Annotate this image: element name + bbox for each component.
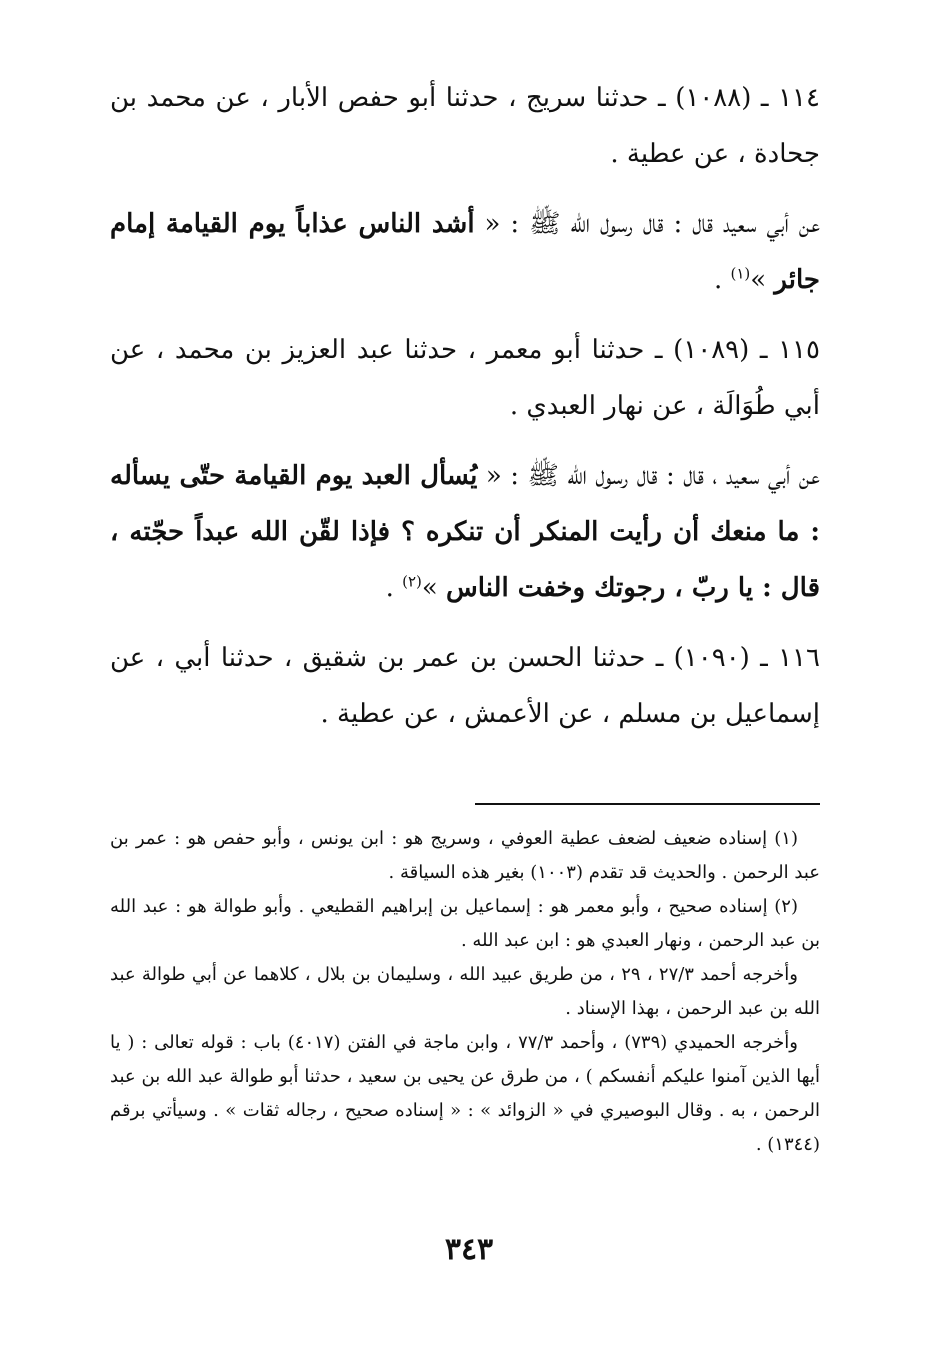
matn-text: [110, 196, 820, 308]
footnote-ref-2: (٢): [402, 572, 422, 591]
hadith-115-matn: [110, 448, 820, 616]
hadith-114-matn: [110, 196, 820, 308]
footnote-1: (١) إسناده ضعيف لضعف عطية العوفي ، وسريج هو : ابن يونس ، وأبو حفص هو : عمر بن عبد الرحمن . والحديث قد تقدم (١٠٠٣) بغير هذه السياقة .: [110, 828, 820, 883]
isnad-text: ١١٥ ـ (١٠٨٩) ـ حدثنا أبو معمر ، حدثنا عبد العزيز بن محمد ، عن أبي طُوَالَة ، عن نهار العبدي .: [110, 335, 820, 421]
page-number: ٣٤٣: [444, 1232, 494, 1267]
quote-close: »: [750, 265, 775, 295]
footnote-2: (٢) إسناده صحيح ، وأبو معمر هو : إسماعيل بن إبراهيم القطيعي . وأبو طوالة هو : عبد الله بن عبد الرحمن ، ونهار العبدي هو : ابن عبد الله .: [110, 896, 820, 951]
footnote-2-continuation: وأخرجه الحميدي (٧٣٩) ، وأحمد ٧٧/٣ ، وابن ماجة في الفتن (٤٠١٧) باب : قوله تعالى : ( يا أيها الذين آمنوا عليكم أنفسكم ) ، من طرق عن يحيى بن سعيد ، حدثنا أبو طوالة عبد الله بن عبد الرحمن ، به . وقال البوصيري في « الزوائد » : « إسناده صحيح ، رجاله ثقات » . وسيأتي برقم (١٣٤٤) .: [110, 1032, 820, 1155]
matn-intro: عن أبي سعيد ، قال : قال رسول الله ﷺ : «: [477, 461, 820, 491]
footnote-divider: [475, 803, 820, 805]
prophetic-quote: يُسأل العبد يوم القيامة حتّى يسأله : ما منعك أن رأيت المنكر أن تنكره ؟ فإذا لقّن الله عبداً حجّته ، قال : يا ربّ ، رجوتك وخفت الناس: [110, 461, 820, 603]
quote-close: »: [421, 573, 447, 603]
matn-end: .: [385, 573, 403, 603]
hadith-115-isnad: [110, 322, 820, 434]
isnad-text: ١١٦ ـ (١٠٩٠) ـ حدثنا الحسن بن عمر بن شقيق ، حدثنا أبي ، عن إسماعيل بن مسلم ، عن الأعمش ، عن عطية .: [110, 643, 820, 729]
matn-end: .: [713, 265, 731, 295]
prophetic-quote: أشد الناس عذاباً يوم القيامة إمام جائر: [110, 209, 820, 295]
footnote-2-continuation: وأخرجه أحمد ٢٧/٣ ، ٢٩ ، من طريق عبيد الله ، وسليمان بن بلال ، كلاهما عن أبي طوالة عبد الله بن عبد الرحمن ، بهذا الإسناد .: [110, 964, 820, 1019]
matn-text: [110, 448, 820, 616]
footnote-ref-1: (١): [730, 264, 751, 283]
footnotes: [110, 822, 820, 1162]
isnad-text: ١١٤ ـ (١٠٨٨) ـ حدثنا سريج ، حدثنا أبو حفص الأبار ، عن محمد بن جحادة ، عن عطية .: [110, 83, 820, 169]
matn-intro: عن أبي سعيد قال : قال رسول الله ﷺ : «: [474, 209, 820, 239]
hadith-116-isnad: [110, 630, 820, 742]
main-text: [110, 70, 820, 756]
hadith-114-isnad: [110, 70, 820, 182]
